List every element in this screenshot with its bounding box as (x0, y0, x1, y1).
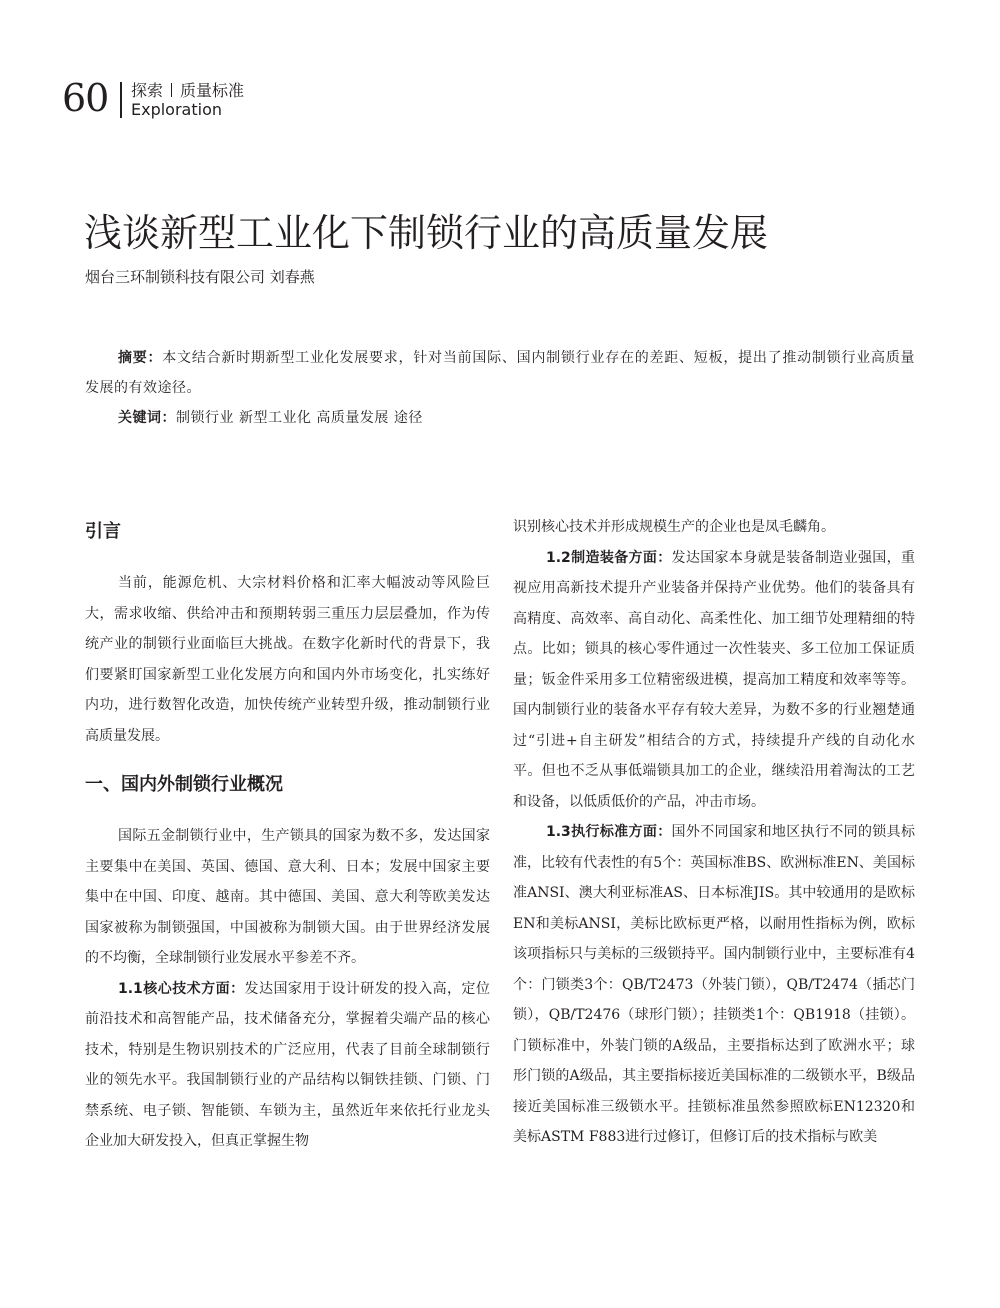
page-number: 60 (62, 76, 109, 120)
header-divider (120, 82, 122, 118)
subsection-name: 质量标准 (180, 81, 245, 100)
subsection-1-2-text: 发达国家本身就是装备制造业强国，重视应用高新技术提升产业装备并保持产业优势。他们的装备具有高精度、高效率、高自动化、高柔性化、加工细节处理精细的特点。比如；锁具的核心零件通过一次性装夹、多工位加工保证质量；钣金件采用多工位精密级进模，提高加工精度和效率等等。国内制锁行业的装备水平存有较大差异，为数不多的行业翘楚通过“引进+自主研发”相结合的方式，持续提升产线的自动化水平。但也不乏从事低端锁具加工的企业，继续沿用着淘汰的工艺和设备，以低质低价的产品，冲击市场。 (513, 549, 915, 810)
intro-heading: 引言 (85, 521, 121, 542)
abstract-label: 摘要： (118, 350, 163, 366)
left-column (85, 512, 490, 1157)
section1-heading: 一、国内外制锁行业概况 (85, 774, 283, 795)
intro-paragraph: 当前，能源危机、大宗材料价格和汇率大幅波动等风险巨大，需求收缩、供给冲击和预期转弱三重压力层层叠加，作为传统产业的制锁行业面临巨大挑战。在数字化新时代的背景下，我们要紧盯国家新型工业化发展方向和国内外市场变化，扎实练好内功，进行数智化改造，加快传统产业转型升级，推动制锁行业高质量发展。 (85, 575, 490, 744)
abstract-text: 本文结合新时期新型工业化发展要求，针对当前国际、国内制锁行业存在的差距、短板，提出了推动制锁行业高质量发展的有效途径。 (85, 350, 916, 396)
section-separator (171, 83, 172, 97)
article-title: 浅谈新型工业化下制锁行业的高质量发展 (84, 211, 769, 255)
section-name-english: Exploration (131, 100, 222, 119)
subsection-1-1-label: 1.1核心技术方面： (118, 980, 245, 997)
subsection-1-1-text: 发达国家用于设计研发的投入高，定位前沿技术和高智能产品，技术储备充分，掌握着尖端产品的核心技术，特别是生物识别技术的广泛应用，代表了目前全球制锁行业的领先水平。我国制锁行业的产品结构以铜铁挂锁、门锁、门禁系统、电子锁、智能锁、车锁为主，虽然近年来依托行业龙头企业加大研发投入，但真正掌握生物 (85, 980, 490, 1149)
subsection-1-2-label: 1.2制造装备方面： (546, 549, 672, 566)
abstract (85, 343, 915, 403)
keywords-label: 关键词： (118, 410, 176, 426)
section-name: 探索 (131, 81, 164, 100)
subsection-1-3 (513, 817, 915, 1153)
subsection-1-3-text: 国外不同国家和地区执行不同的锁具标准，比较有代表性的有5个：英国标准BS、欧洲标准EN、美国标准ANSI、澳大利亚标准AS、日本标准JIS。其中较通用的是欧标EN和美标ANSI，美标比欧标更严格，以耐用性指标为例，欧标该项指标只与美标的三级锁持平。国内制锁行业中，主要标准有4个：门锁类3个：QB/T2473（外装门锁），QB/T2474（插芯门锁），QB/T2476（球形门锁）；挂锁类1个：QB1918（挂锁）。门锁标准中，外装门锁的A级品，主要指标达到了欧洲水平；球形门锁的A级品，其主要指标接近美国标准的二级锁水平，B级品接近美国标准三级锁水平。挂锁标准虽然参照欧标EN12320和美标ASTM F883进行过修订，但修订后的技术指标与欧美 (513, 824, 915, 1145)
subsection-1-1-continued: 识别核心技术并形成规模生产的企业也是凤毛麟角。 (513, 519, 835, 535)
subsection-1-2 (513, 543, 915, 818)
section-label (131, 78, 244, 101)
section1-paragraph: 国际五金制锁行业中，生产锁具的国家为数不多，发达国家主要集中在美国、英国、德国、意大利、日本；发展中国家主要集中在中国、印度、越南。其中德国、美国、意大利等欧美发达国家被称为制锁强国，中国被称为制锁大国。由于世界经济发展的不均衡，全球制锁行业发展水平参差不齐。 (85, 828, 490, 966)
abstract-block (85, 343, 915, 433)
right-column (513, 512, 915, 1153)
subsection-1-1 (85, 974, 490, 1157)
article-author: 烟台三环制锁科技有限公司 刘春燕 (85, 268, 315, 286)
keywords (85, 403, 915, 433)
subsection-1-3-label: 1.3执行标准方面： (546, 824, 672, 840)
keywords-text: 制锁行业 新型工业化 高质量发展 途径 (176, 410, 423, 426)
